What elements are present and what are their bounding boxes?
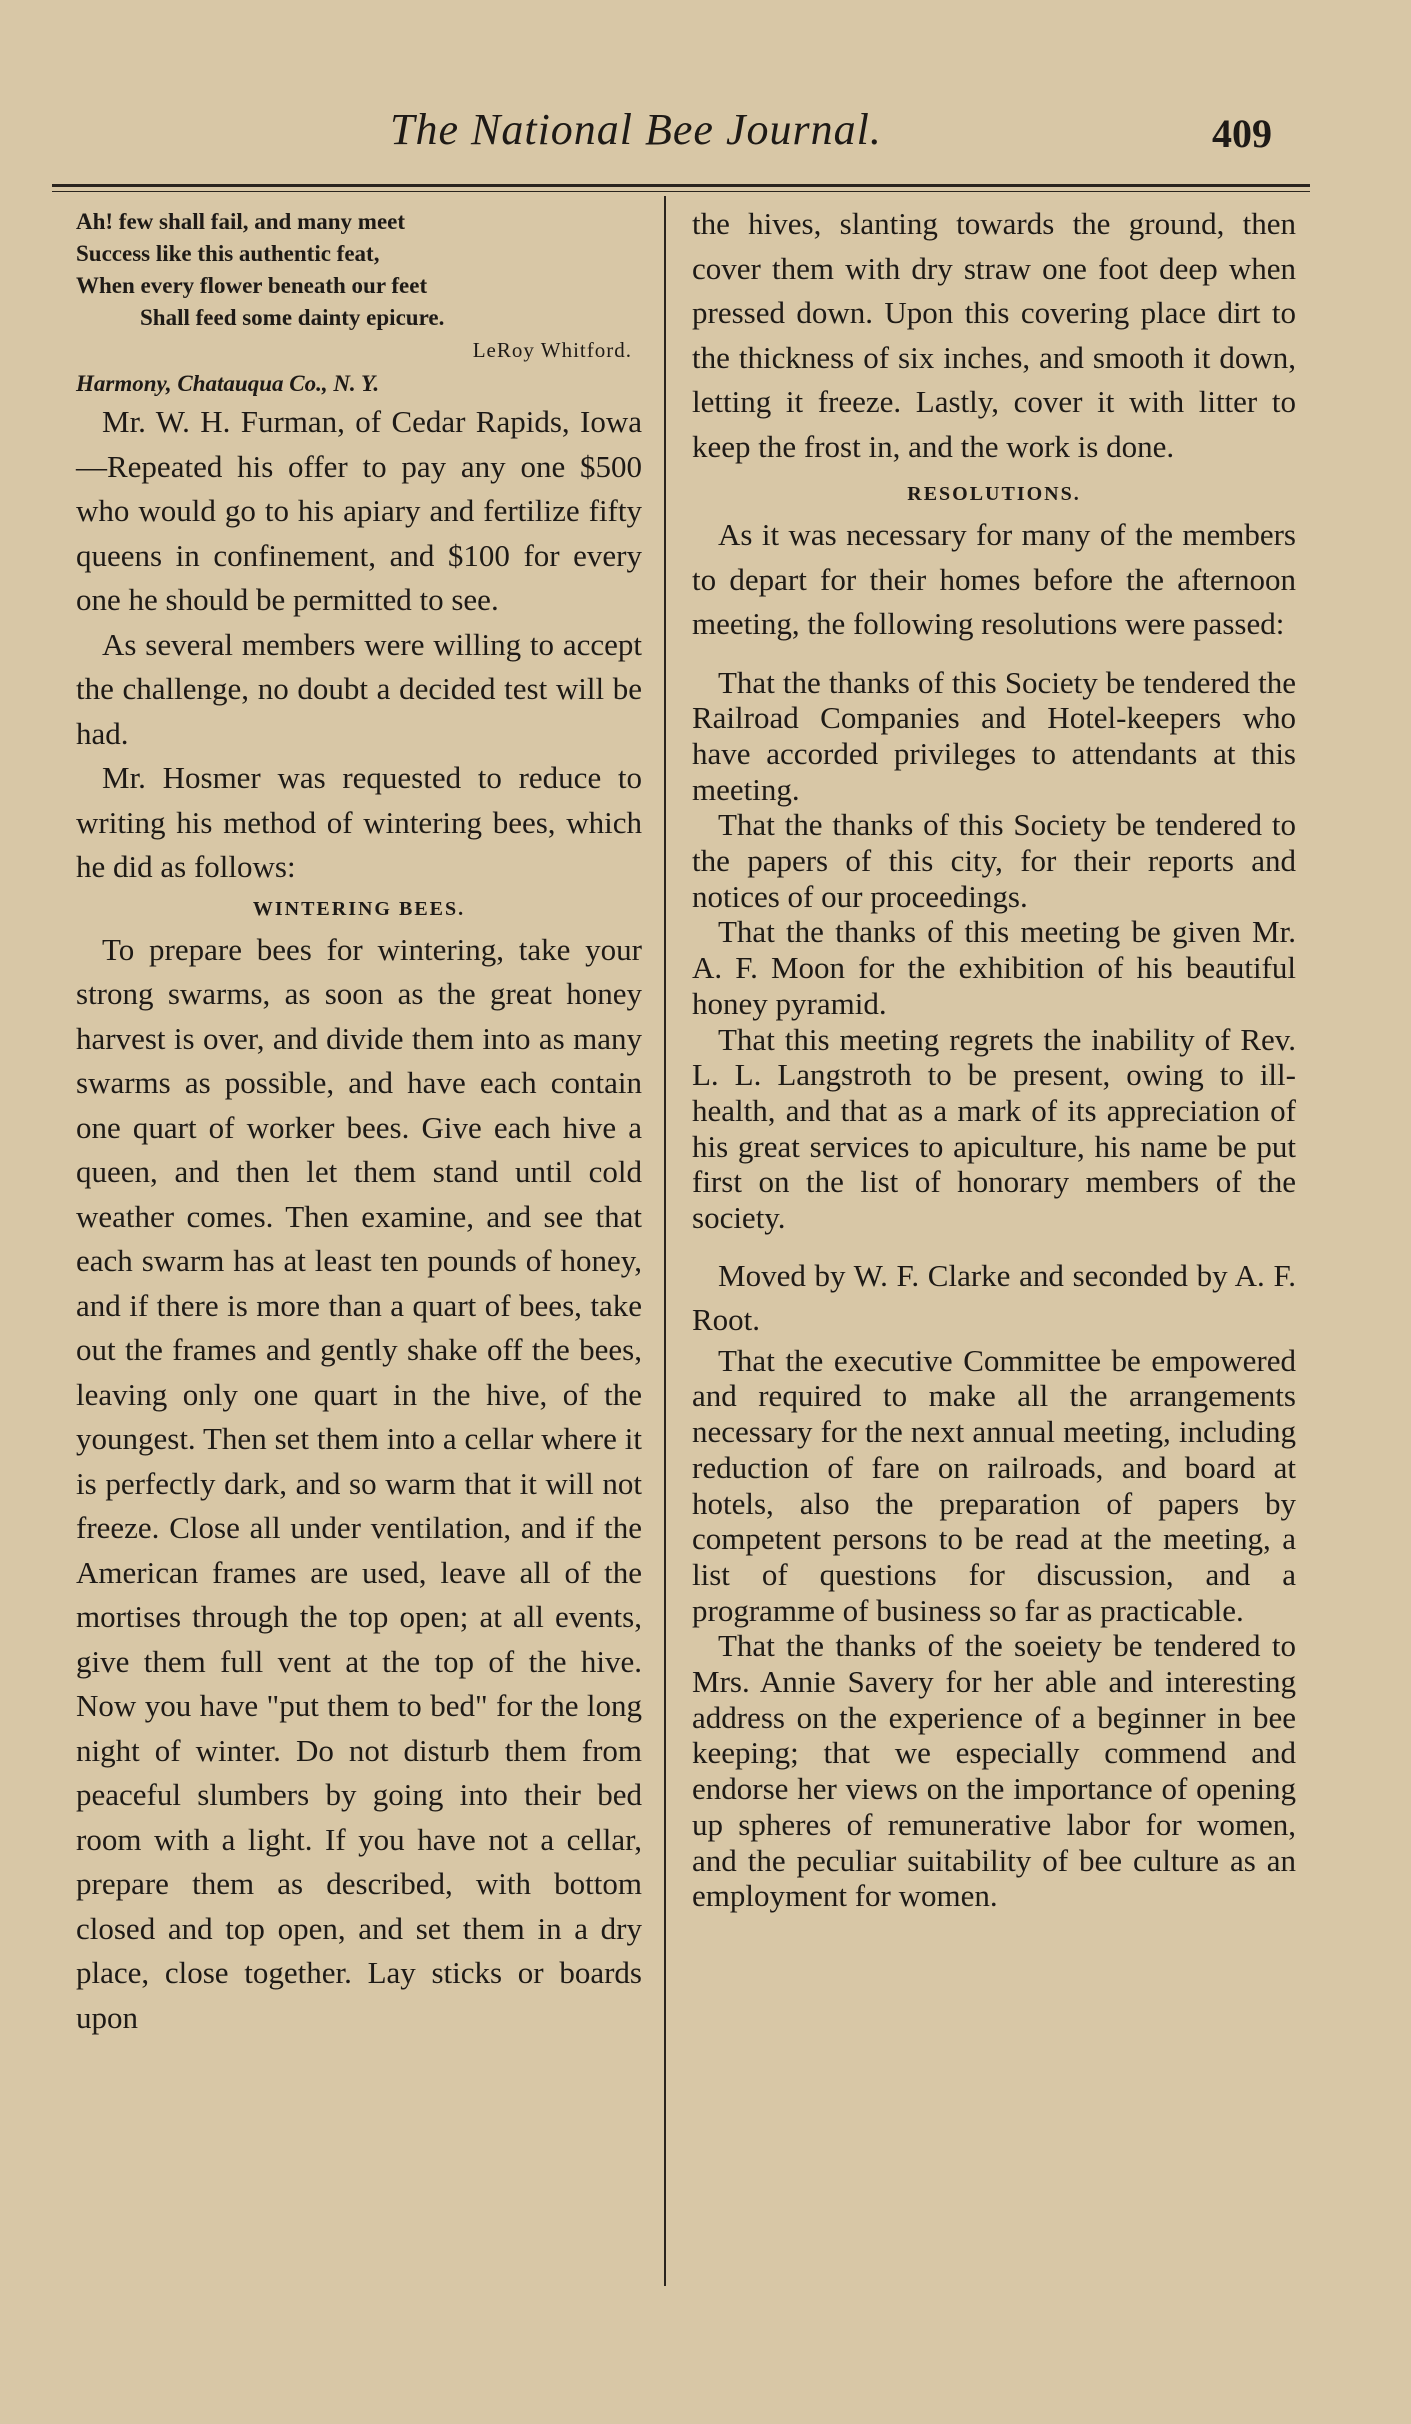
page-number: 409 xyxy=(1212,111,1272,156)
furman-paragraph: Mr. W. H. Furman, of Cedar Rapids, Iowa—Repeated his offer to pay any one $500 who would go to his apiary and fertilize fifty queens in confinement, and $100 for every one he should be permitted to see. xyxy=(76,404,642,617)
hosmer-paragraph: Mr. Hosmer was requested to reduce to writing his method of wintering bees, which he did as follows: xyxy=(76,760,642,884)
left-column xyxy=(76,206,642,2040)
challenge-paragraph: As several members were willing to accept the challenge, no doubt a decided test will be had. xyxy=(76,626,642,751)
poem-line: When every flower beneath our feet xyxy=(76,273,428,298)
continuation-paragraph: the hives, slanting towards the ground, then cover them with dry straw one foot deep when pressed down. Upon this covering place dirt to the thickness of six inches, and smooth it down, letting it freeze. Lastly, cover it with litter to keep the frost in, and the work is done. xyxy=(692,206,1296,464)
moved-by: Moved by W. F. Clarke and seconded by A. F. Root. xyxy=(692,1257,1296,1338)
resolution-railroad: That the thanks of this Society be tendered the Railroad Companies and Hotel-keepers who have accorded privileges to attendants at this meeting. xyxy=(692,664,1296,807)
resolutions-heading: RESOLUTIONS. xyxy=(907,483,1081,505)
resolution-papers: That the thanks of this Society be tendered to the papers of this city, for their reports and notices of our proceedings. xyxy=(692,807,1296,914)
poem-signature: LeRoy Whitford. xyxy=(472,338,632,362)
resolution-moon: That the thanks of this meeting be given Mr. A. F. Moon for the exhibition of his beautiful honey pyramid. xyxy=(692,914,1296,1021)
poem-place: Harmony, Chatauqua Co., N. Y. xyxy=(76,371,380,396)
header-rule-thin xyxy=(52,191,1310,192)
resolutions-intro: As it was necessary for many of the members to depart for their homes before the afternoon meeting, the following resolutions were passed: xyxy=(692,517,1296,641)
column-divider xyxy=(664,196,666,2286)
running-header-title: The National Bee Journal. xyxy=(390,105,882,154)
right-column xyxy=(692,202,1296,1914)
resolution-langstroth: That this meeting regrets the inability of Rev. L. L. Langstroth to be present, owing to ill-health, and that as a mark of its appreciation of his great services to apiculture, his name be put first on the list of honorary members of the society. xyxy=(692,1021,1296,1236)
resolution-committee: That the executive Committee be empowered and required to make all the arrangements necessary for the next annual meeting, including reduction of fare on railroads, and board at hotels, also the preparation of papers by competent persons to be read at the meeting, a list of questions for discussion, and a programme of business so far as practicable. xyxy=(692,1342,1296,1628)
wintering-paragraph: To prepare bees for wintering, take your strong swarms, as soon as the great honey harvest is over, and divide them into as many swarms as possible, and have each contain one quart of worker bees. Give each hive a queen, and then let them stand until cold weather comes. Then examine, and see that each swarm has at least ten pounds of honey, and if there is more than a quart of bees, take out the frames and gently shake off the bees, leaving only one quart in the hive, of the youngest. Then set them into a cellar where it is perfectly dark, and so warm that it will not freeze. Close all under ventilation, and if the American frames are used, leave all of the mortises through the top open; at all events, give them full vent at the top of the hive. Now you have "put them to bed" for the long night of winter. Do not disturb them from peaceful slumbers by going into their bed room with a light. If you have not a cellar, prepare them as described, with bottom closed and top open, and set them in a dry place, close together. Lay sticks or boards upon xyxy=(76,931,642,2035)
poem-line: Success like this authentic feat, xyxy=(76,241,380,266)
poem-line: Ah! few shall fail, and many meet xyxy=(76,209,406,234)
resolution-savery: That the thanks of the soeiety be tendered to Mrs. Annie Savery for her able and interesting address on the experience of a beginner in bee keeping; that we especially commend and endorse her views on the importance of opening up spheres of remunerative labor for women, and the peculiar suitability of bee culture as an employment for women. xyxy=(692,1628,1296,1914)
header-rule xyxy=(52,184,1310,187)
poem-line: Shall feed some dainty epicure. xyxy=(140,305,445,330)
wintering-heading: WINTERING BEES. xyxy=(252,897,466,920)
